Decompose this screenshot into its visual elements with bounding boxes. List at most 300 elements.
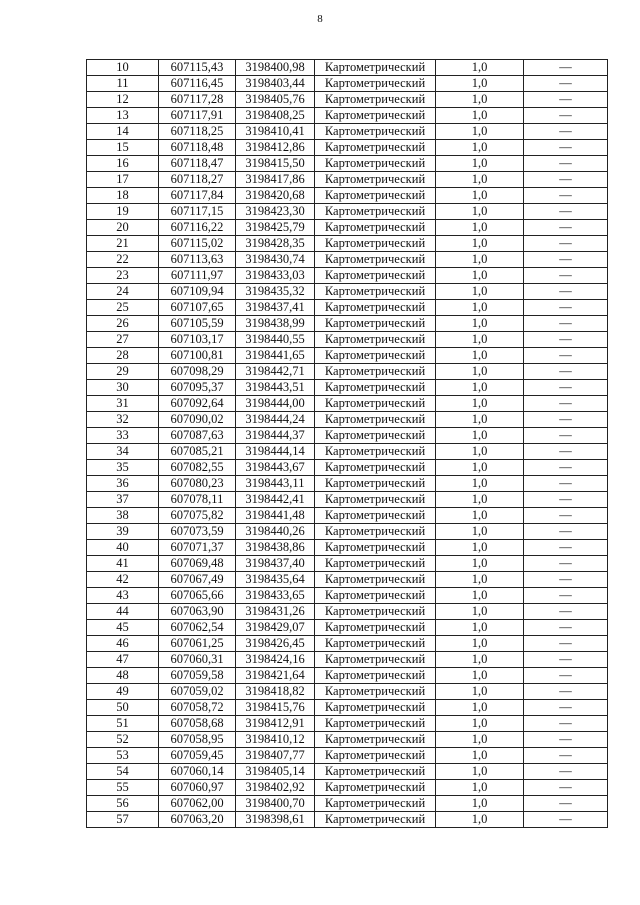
table-row <box>87 476 608 492</box>
description-cell: — <box>524 188 608 204</box>
method-cell: Картометрический <box>315 748 436 764</box>
point-number-cell: 24 <box>87 284 159 300</box>
x-coordinate-cell: 607073,59 <box>159 524 236 540</box>
point-number-cell: 23 <box>87 268 159 284</box>
x-coordinate-cell: 607117,84 <box>159 188 236 204</box>
method-cell: Картометрический <box>315 76 436 92</box>
table-row <box>87 348 608 364</box>
x-coordinate-cell: 607071,37 <box>159 540 236 556</box>
point-number-cell: 21 <box>87 236 159 252</box>
table-row <box>87 332 608 348</box>
description-cell: — <box>524 172 608 188</box>
accuracy-cell: 1,0 <box>436 652 524 668</box>
description-cell: — <box>524 780 608 796</box>
y-coordinate-cell: 3198405,76 <box>236 92 315 108</box>
x-coordinate-cell: 607085,21 <box>159 444 236 460</box>
y-coordinate-cell: 3198424,16 <box>236 652 315 668</box>
description-cell: — <box>524 380 608 396</box>
accuracy-cell: 1,0 <box>436 92 524 108</box>
method-cell: Картометрический <box>315 300 436 316</box>
accuracy-cell: 1,0 <box>436 76 524 92</box>
x-coordinate-cell: 607067,49 <box>159 572 236 588</box>
accuracy-cell: 1,0 <box>436 396 524 412</box>
table-row <box>87 524 608 540</box>
x-coordinate-cell: 607059,58 <box>159 668 236 684</box>
table-row <box>87 732 608 748</box>
point-number-cell: 18 <box>87 188 159 204</box>
description-cell: — <box>524 732 608 748</box>
point-number-cell: 20 <box>87 220 159 236</box>
accuracy-cell: 1,0 <box>436 764 524 780</box>
description-cell: — <box>524 476 608 492</box>
method-cell: Картометрический <box>315 188 436 204</box>
y-coordinate-cell: 3198423,30 <box>236 204 315 220</box>
description-cell: — <box>524 428 608 444</box>
description-cell: — <box>524 92 608 108</box>
method-cell: Картометрический <box>315 380 436 396</box>
point-number-cell: 11 <box>87 76 159 92</box>
point-number-cell: 25 <box>87 300 159 316</box>
description-cell: — <box>524 124 608 140</box>
point-number-cell: 48 <box>87 668 159 684</box>
x-coordinate-cell: 607105,59 <box>159 316 236 332</box>
description-cell: — <box>524 652 608 668</box>
description-cell: — <box>524 204 608 220</box>
y-coordinate-cell: 3198412,86 <box>236 140 315 156</box>
table-row <box>87 812 608 828</box>
y-coordinate-cell: 3198444,24 <box>236 412 315 428</box>
y-coordinate-cell: 3198410,41 <box>236 124 315 140</box>
x-coordinate-cell: 607062,54 <box>159 620 236 636</box>
y-coordinate-cell: 3198420,68 <box>236 188 315 204</box>
point-number-cell: 32 <box>87 412 159 428</box>
x-coordinate-cell: 607095,37 <box>159 380 236 396</box>
y-coordinate-cell: 3198444,14 <box>236 444 315 460</box>
accuracy-cell: 1,0 <box>436 540 524 556</box>
method-cell: Картометрический <box>315 60 436 76</box>
accuracy-cell: 1,0 <box>436 140 524 156</box>
x-coordinate-cell: 607058,95 <box>159 732 236 748</box>
table-row <box>87 60 608 76</box>
description-cell: — <box>524 508 608 524</box>
y-coordinate-cell: 3198442,71 <box>236 364 315 380</box>
point-number-cell: 35 <box>87 460 159 476</box>
table-row <box>87 316 608 332</box>
y-coordinate-cell: 3198440,26 <box>236 524 315 540</box>
table-row <box>87 76 608 92</box>
accuracy-cell: 1,0 <box>436 492 524 508</box>
method-cell: Картометрический <box>315 732 436 748</box>
point-number-cell: 19 <box>87 204 159 220</box>
x-coordinate-cell: 607115,43 <box>159 60 236 76</box>
description-cell: — <box>524 444 608 460</box>
point-number-cell: 37 <box>87 492 159 508</box>
table-row <box>87 188 608 204</box>
method-cell: Картометрический <box>315 716 436 732</box>
table-row <box>87 540 608 556</box>
table-row <box>87 748 608 764</box>
y-coordinate-cell: 3198400,98 <box>236 60 315 76</box>
point-number-cell: 36 <box>87 476 159 492</box>
accuracy-cell: 1,0 <box>436 220 524 236</box>
x-coordinate-cell: 607058,72 <box>159 700 236 716</box>
accuracy-cell: 1,0 <box>436 476 524 492</box>
y-coordinate-cell: 3198443,51 <box>236 380 315 396</box>
point-number-cell: 31 <box>87 396 159 412</box>
method-cell: Картометрический <box>315 540 436 556</box>
point-number-cell: 43 <box>87 588 159 604</box>
accuracy-cell: 1,0 <box>436 460 524 476</box>
y-coordinate-cell: 3198417,86 <box>236 172 315 188</box>
x-coordinate-cell: 607061,25 <box>159 636 236 652</box>
y-coordinate-cell: 3198441,65 <box>236 348 315 364</box>
table-row <box>87 764 608 780</box>
description-cell: — <box>524 748 608 764</box>
description-cell: — <box>524 812 608 828</box>
table-row <box>87 444 608 460</box>
x-coordinate-cell: 607117,15 <box>159 204 236 220</box>
description-cell: — <box>524 76 608 92</box>
x-coordinate-cell: 607116,45 <box>159 76 236 92</box>
point-number-cell: 50 <box>87 700 159 716</box>
method-cell: Картометрический <box>315 604 436 620</box>
method-cell: Картометрический <box>315 476 436 492</box>
accuracy-cell: 1,0 <box>436 572 524 588</box>
description-cell: — <box>524 284 608 300</box>
x-coordinate-cell: 607092,64 <box>159 396 236 412</box>
x-coordinate-cell: 607059,02 <box>159 684 236 700</box>
point-number-cell: 42 <box>87 572 159 588</box>
accuracy-cell: 1,0 <box>436 268 524 284</box>
point-number-cell: 15 <box>87 140 159 156</box>
description-cell: — <box>524 604 608 620</box>
y-coordinate-cell: 3198444,00 <box>236 396 315 412</box>
description-cell: — <box>524 764 608 780</box>
accuracy-cell: 1,0 <box>436 60 524 76</box>
description-cell: — <box>524 140 608 156</box>
description-cell: — <box>524 252 608 268</box>
point-number-cell: 51 <box>87 716 159 732</box>
accuracy-cell: 1,0 <box>436 556 524 572</box>
table-row <box>87 652 608 668</box>
table-row <box>87 572 608 588</box>
x-coordinate-cell: 607060,14 <box>159 764 236 780</box>
point-number-cell: 56 <box>87 796 159 812</box>
y-coordinate-cell: 3198440,55 <box>236 332 315 348</box>
point-number-cell: 29 <box>87 364 159 380</box>
x-coordinate-cell: 607060,31 <box>159 652 236 668</box>
point-number-cell: 53 <box>87 748 159 764</box>
accuracy-cell: 1,0 <box>436 620 524 636</box>
method-cell: Картометрический <box>315 172 436 188</box>
y-coordinate-cell: 3198431,26 <box>236 604 315 620</box>
y-coordinate-cell: 3198443,67 <box>236 460 315 476</box>
x-coordinate-cell: 607069,48 <box>159 556 236 572</box>
accuracy-cell: 1,0 <box>436 748 524 764</box>
table-row <box>87 268 608 284</box>
method-cell: Картометрический <box>315 668 436 684</box>
description-cell: — <box>524 156 608 172</box>
method-cell: Картометрический <box>315 156 436 172</box>
method-cell: Картометрический <box>315 284 436 300</box>
x-coordinate-cell: 607118,47 <box>159 156 236 172</box>
y-coordinate-cell: 3198433,65 <box>236 588 315 604</box>
point-number-cell: 34 <box>87 444 159 460</box>
description-cell: — <box>524 396 608 412</box>
x-coordinate-cell: 607087,63 <box>159 428 236 444</box>
table-row <box>87 140 608 156</box>
description-cell: — <box>524 796 608 812</box>
x-coordinate-cell: 607080,23 <box>159 476 236 492</box>
accuracy-cell: 1,0 <box>436 588 524 604</box>
point-number-cell: 47 <box>87 652 159 668</box>
method-cell: Картометрический <box>315 412 436 428</box>
x-coordinate-cell: 607115,02 <box>159 236 236 252</box>
table-row <box>87 156 608 172</box>
description-cell: — <box>524 108 608 124</box>
method-cell: Картометрический <box>315 812 436 828</box>
table-row <box>87 396 608 412</box>
y-coordinate-cell: 3198412,91 <box>236 716 315 732</box>
x-coordinate-cell: 607113,63 <box>159 252 236 268</box>
y-coordinate-cell: 3198415,76 <box>236 700 315 716</box>
accuracy-cell: 1,0 <box>436 524 524 540</box>
point-number-cell: 39 <box>87 524 159 540</box>
accuracy-cell: 1,0 <box>436 780 524 796</box>
x-coordinate-cell: 607118,25 <box>159 124 236 140</box>
x-coordinate-cell: 607103,17 <box>159 332 236 348</box>
coordinates-table-body <box>87 60 608 828</box>
accuracy-cell: 1,0 <box>436 172 524 188</box>
method-cell: Картометрический <box>315 316 436 332</box>
accuracy-cell: 1,0 <box>436 444 524 460</box>
method-cell: Картометрический <box>315 252 436 268</box>
y-coordinate-cell: 3198425,79 <box>236 220 315 236</box>
x-coordinate-cell: 607107,65 <box>159 300 236 316</box>
accuracy-cell: 1,0 <box>436 668 524 684</box>
table-row <box>87 236 608 252</box>
description-cell: — <box>524 700 608 716</box>
method-cell: Картометрический <box>315 332 436 348</box>
table-row <box>87 668 608 684</box>
description-cell: — <box>524 556 608 572</box>
x-coordinate-cell: 607100,81 <box>159 348 236 364</box>
method-cell: Картометрический <box>315 108 436 124</box>
method-cell: Картометрический <box>315 588 436 604</box>
x-coordinate-cell: 607090,02 <box>159 412 236 428</box>
point-number-cell: 13 <box>87 108 159 124</box>
table-row <box>87 588 608 604</box>
description-cell: — <box>524 668 608 684</box>
x-coordinate-cell: 607063,20 <box>159 812 236 828</box>
accuracy-cell: 1,0 <box>436 636 524 652</box>
description-cell: — <box>524 220 608 236</box>
x-coordinate-cell: 607063,90 <box>159 604 236 620</box>
table-row <box>87 716 608 732</box>
y-coordinate-cell: 3198398,61 <box>236 812 315 828</box>
method-cell: Картометрический <box>315 652 436 668</box>
point-number-cell: 52 <box>87 732 159 748</box>
method-cell: Картометрический <box>315 524 436 540</box>
accuracy-cell: 1,0 <box>436 188 524 204</box>
table-row <box>87 252 608 268</box>
point-number-cell: 44 <box>87 604 159 620</box>
method-cell: Картометрический <box>315 220 436 236</box>
table-row <box>87 460 608 476</box>
point-number-cell: 45 <box>87 620 159 636</box>
y-coordinate-cell: 3198435,32 <box>236 284 315 300</box>
description-cell: — <box>524 60 608 76</box>
x-coordinate-cell: 607059,45 <box>159 748 236 764</box>
description-cell: — <box>524 316 608 332</box>
method-cell: Картометрический <box>315 92 436 108</box>
accuracy-cell: 1,0 <box>436 716 524 732</box>
table-row <box>87 284 608 300</box>
x-coordinate-cell: 607058,68 <box>159 716 236 732</box>
table-row <box>87 492 608 508</box>
description-cell: — <box>524 572 608 588</box>
method-cell: Картометрический <box>315 780 436 796</box>
description-cell: — <box>524 524 608 540</box>
x-coordinate-cell: 607109,94 <box>159 284 236 300</box>
y-coordinate-cell: 3198415,50 <box>236 156 315 172</box>
x-coordinate-cell: 607117,91 <box>159 108 236 124</box>
y-coordinate-cell: 3198410,12 <box>236 732 315 748</box>
accuracy-cell: 1,0 <box>436 796 524 812</box>
table-row <box>87 508 608 524</box>
accuracy-cell: 1,0 <box>436 108 524 124</box>
description-cell: — <box>524 412 608 428</box>
y-coordinate-cell: 3198405,14 <box>236 764 315 780</box>
y-coordinate-cell: 3198418,82 <box>236 684 315 700</box>
table-row <box>87 204 608 220</box>
description-cell: — <box>524 492 608 508</box>
x-coordinate-cell: 607082,55 <box>159 460 236 476</box>
x-coordinate-cell: 607098,29 <box>159 364 236 380</box>
y-coordinate-cell: 3198444,37 <box>236 428 315 444</box>
table-row <box>87 684 608 700</box>
table-row <box>87 604 608 620</box>
y-coordinate-cell: 3198430,74 <box>236 252 315 268</box>
point-number-cell: 41 <box>87 556 159 572</box>
y-coordinate-cell: 3198437,41 <box>236 300 315 316</box>
method-cell: Картометрический <box>315 796 436 812</box>
accuracy-cell: 1,0 <box>436 300 524 316</box>
method-cell: Картометрический <box>315 428 436 444</box>
x-coordinate-cell: 607065,66 <box>159 588 236 604</box>
x-coordinate-cell: 607116,22 <box>159 220 236 236</box>
accuracy-cell: 1,0 <box>436 316 524 332</box>
point-number-cell: 57 <box>87 812 159 828</box>
point-number-cell: 55 <box>87 780 159 796</box>
table-row <box>87 796 608 812</box>
y-coordinate-cell: 3198435,64 <box>236 572 315 588</box>
accuracy-cell: 1,0 <box>436 284 524 300</box>
method-cell: Картометрический <box>315 700 436 716</box>
accuracy-cell: 1,0 <box>436 204 524 220</box>
description-cell: — <box>524 364 608 380</box>
method-cell: Картометрический <box>315 636 436 652</box>
accuracy-cell: 1,0 <box>436 732 524 748</box>
description-cell: — <box>524 540 608 556</box>
point-number-cell: 46 <box>87 636 159 652</box>
method-cell: Картометрический <box>315 572 436 588</box>
table-row <box>87 124 608 140</box>
y-coordinate-cell: 3198408,25 <box>236 108 315 124</box>
point-number-cell: 28 <box>87 348 159 364</box>
table-row <box>87 780 608 796</box>
x-coordinate-cell: 607062,00 <box>159 796 236 812</box>
y-coordinate-cell: 3198437,40 <box>236 556 315 572</box>
method-cell: Картометрический <box>315 684 436 700</box>
description-cell: — <box>524 300 608 316</box>
description-cell: — <box>524 460 608 476</box>
x-coordinate-cell: 607075,82 <box>159 508 236 524</box>
x-coordinate-cell: 607060,97 <box>159 780 236 796</box>
description-cell: — <box>524 348 608 364</box>
accuracy-cell: 1,0 <box>436 332 524 348</box>
point-number-cell: 40 <box>87 540 159 556</box>
point-number-cell: 27 <box>87 332 159 348</box>
accuracy-cell: 1,0 <box>436 156 524 172</box>
description-cell: — <box>524 620 608 636</box>
accuracy-cell: 1,0 <box>436 812 524 828</box>
accuracy-cell: 1,0 <box>436 252 524 268</box>
point-number-cell: 16 <box>87 156 159 172</box>
method-cell: Картометрический <box>315 364 436 380</box>
accuracy-cell: 1,0 <box>436 380 524 396</box>
description-cell: — <box>524 684 608 700</box>
accuracy-cell: 1,0 <box>436 604 524 620</box>
table-row <box>87 108 608 124</box>
point-number-cell: 12 <box>87 92 159 108</box>
y-coordinate-cell: 3198429,07 <box>236 620 315 636</box>
description-cell: — <box>524 332 608 348</box>
table-row <box>87 428 608 444</box>
y-coordinate-cell: 3198407,77 <box>236 748 315 764</box>
method-cell: Картометрический <box>315 204 436 220</box>
table-row <box>87 380 608 396</box>
point-number-cell: 38 <box>87 508 159 524</box>
method-cell: Картометрический <box>315 508 436 524</box>
point-number-cell: 17 <box>87 172 159 188</box>
table-row <box>87 556 608 572</box>
page-number: 8 <box>317 13 323 25</box>
accuracy-cell: 1,0 <box>436 124 524 140</box>
table-row <box>87 636 608 652</box>
point-number-cell: 33 <box>87 428 159 444</box>
method-cell: Картометрический <box>315 492 436 508</box>
y-coordinate-cell: 3198421,64 <box>236 668 315 684</box>
accuracy-cell: 1,0 <box>436 348 524 364</box>
point-number-cell: 14 <box>87 124 159 140</box>
method-cell: Картометрический <box>315 348 436 364</box>
method-cell: Картометрический <box>315 236 436 252</box>
point-number-cell: 26 <box>87 316 159 332</box>
accuracy-cell: 1,0 <box>436 700 524 716</box>
method-cell: Картометрический <box>315 140 436 156</box>
y-coordinate-cell: 3198443,11 <box>236 476 315 492</box>
method-cell: Картометрический <box>315 556 436 572</box>
method-cell: Картометрический <box>315 396 436 412</box>
y-coordinate-cell: 3198433,03 <box>236 268 315 284</box>
table-row <box>87 412 608 428</box>
accuracy-cell: 1,0 <box>436 236 524 252</box>
description-cell: — <box>524 588 608 604</box>
table-row <box>87 172 608 188</box>
y-coordinate-cell: 3198442,41 <box>236 492 315 508</box>
table-row <box>87 92 608 108</box>
